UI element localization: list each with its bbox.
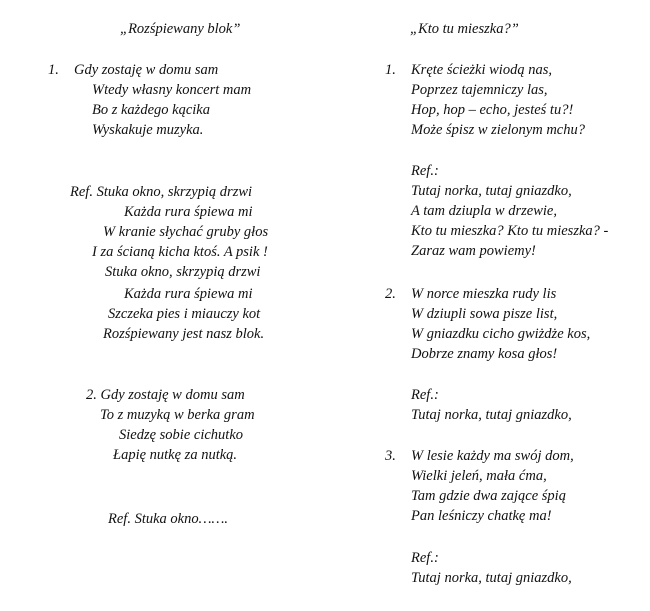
right-verse2-line: Dobrze znamy kosa głos! (411, 346, 558, 362)
right-verse3-line: Wielki jeleń, mała ćma, (411, 468, 547, 484)
right-refrain1-line: A tam dziupla w drzewie, (411, 203, 557, 219)
right-refrain1-line: Tutaj norka, tutaj gniazdko, (411, 183, 572, 199)
left-song-title: „Rozśpiewany blok” (120, 21, 241, 37)
right-refrain1-line: Zaraz wam powiemy! (411, 243, 536, 259)
right-verse3-line: Tam gdzie dwa zające śpią (411, 488, 566, 504)
right-verse2-line: W gniazdku cicho gwiżdże kos, (411, 326, 591, 342)
right-verse1-line: Poprzez tajemniczy las, (411, 82, 548, 98)
right-verse3-line: Pan leśniczy chatkę ma! (411, 508, 552, 524)
left-verse1-line: Wtedy własny koncert mam (92, 82, 252, 98)
left-refrain-line: I za ścianą kicha ktoś. A psik ! (92, 244, 268, 260)
right-refrain3-label: Ref.: (411, 550, 439, 566)
right-verse1-line: Może śpisz w zielonym mchu? (411, 122, 585, 138)
left-refrain-short: Ref. Stuka okno……. (108, 511, 229, 527)
left-verse2-line: Siedzę sobie cichutko (119, 427, 244, 443)
right-refrain1-line: Kto tu mieszka? Kto tu mieszka? - (411, 223, 609, 239)
right-verse1-line: Kręte ścieżki wiodą nas, (411, 62, 552, 78)
right-verse3-number: 3. (385, 448, 396, 464)
left-verse1-number: 1. (48, 62, 59, 78)
right-refrain2-line: Tutaj norka, tutaj gniazdko, (411, 407, 572, 423)
left-refrain-line: Każda rura śpiewa mi (124, 286, 253, 302)
left-refrain-line: Stuka okno, skrzypią drzwi (105, 264, 261, 280)
left-verse2-line: 2. Gdy zostaję w domu sam (86, 387, 245, 403)
left-refrain-line: W kranie słychać gruby głos (103, 224, 269, 240)
right-refrain2-label: Ref.: (411, 387, 439, 403)
right-verse1-line: Hop, hop – echo, jesteś tu?! (411, 102, 574, 118)
right-verse3-line: W lesie każdy ma swój dom, (411, 448, 574, 464)
left-verse1-line: Bo z każdego kącika (92, 102, 210, 118)
right-refrain1-label: Ref.: (411, 163, 439, 179)
right-refrain3-line: Tutaj norka, tutaj gniazdko, (411, 570, 572, 586)
left-verse1-line: Gdy zostaję w domu sam (74, 62, 219, 78)
left-refrain-line: Szczeka pies i miauczy kot (108, 306, 261, 322)
right-verse2-line: W norce mieszka rudy lis (411, 286, 557, 302)
left-refrain-line: Rozśpiewany jest nasz blok. (103, 326, 265, 342)
left-verse1-line: Wyskakuje muzyka. (92, 122, 204, 138)
right-verse2-line: W dziupli sowa pisze list, (411, 306, 558, 322)
right-song-title: „Kto tu mieszka?” (410, 21, 519, 37)
right-verse1-number: 1. (385, 62, 396, 78)
left-refrain-line: Każda rura śpiewa mi (124, 204, 253, 220)
right-verse2-number: 2. (385, 286, 396, 302)
left-refrain-line: Ref. Stuka okno, skrzypią drzwi (70, 184, 253, 200)
left-verse2-line: To z muzyką w berka gram (100, 407, 255, 423)
left-verse2-line: Łapię nutkę za nutką. (113, 447, 238, 463)
